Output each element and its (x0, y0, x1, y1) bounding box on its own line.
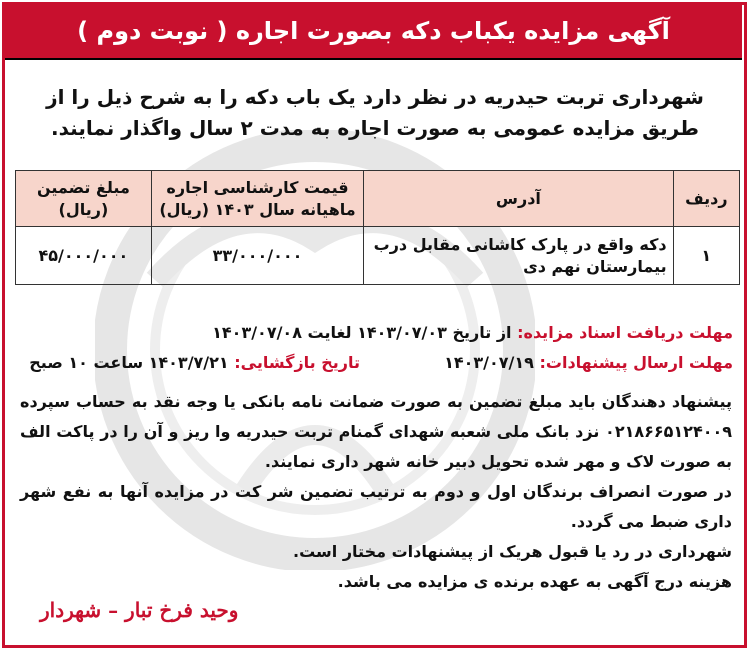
header-deposit: مبلغ تضمین (ریال) (16, 171, 152, 227)
header-row-no: ردیف (673, 171, 739, 227)
cell-address: دکه واقع در پارک کاشانی مقابل درب بیمارستان نهم دی (364, 227, 673, 285)
cell-price: ۳۳/۰۰۰/۰۰۰ (151, 227, 363, 285)
condition-paragraph: در صورت انصراف برندگان اول و دوم به ترتیب تضمین شر کت در مزایده آنها به نفع شهر داری ضبط می گردد. (20, 482, 732, 531)
mayor-signature: وحید فرخ تبار – شهردار (40, 598, 239, 622)
table-header-row (16, 171, 740, 227)
opening-date-label: تاریخ بازگشایی: (234, 353, 360, 372)
auction-table (15, 170, 740, 285)
docs-deadline (212, 321, 733, 345)
cell-deposit: ۴۵/۰۰۰/۰۰۰ (16, 227, 152, 285)
condition-paragraph: هزینه درج آگهی به عهده برنده ی مزایده می باشد. (337, 572, 732, 591)
table-row (16, 227, 740, 285)
opening-date (29, 351, 360, 375)
header-address: آدرس (364, 171, 673, 227)
submit-deadline (444, 351, 733, 375)
docs-deadline-label: مهلت دریافت اسناد مزایده: (517, 323, 733, 342)
intro-text: شهرداری تربت حیدریه در نظر دارد یک باب دکه را به شرح ذیل را از طریق مزایده عمومی به صورت اجاره به مدت ۲ سال واگذار نمایند. (46, 85, 704, 140)
docs-deadline-value: از تاریخ ۱۴۰۳/۰۷/۰۳ لغایت ۱۴۰۳/۰۷/۰۸ (212, 323, 512, 342)
condition-paragraph: پیشنهاد دهندگان باید مبلغ تضمین به صورت ضمانت نامه بانکی یا وجه نقد به حساب سپرده ۰۲۱۸۶۶۵۱۲۴۰۰۹ نزد بانک ملی شعبه شهدای گمنام تربت حیدریه وا ریز و آن را در پاکت الف به صورت لاک و مهر شده تحویل دبیر خانه شهر داری نمایند. (20, 392, 732, 471)
notice-title: آگهی مزایده یکباب دکه بصورت اجاره ( نوبت دوم ) (77, 17, 670, 45)
title-bar (5, 5, 742, 60)
opening-date-value: ۱۴۰۳/۷/۲۱ ساعت ۱۰ صبح (29, 353, 229, 372)
submit-deadline-value: ۱۴۰۳/۰۷/۱۹ (444, 353, 534, 372)
conditions-text (20, 387, 732, 597)
condition-paragraph: شهرداری در رد یا قبول هریک از پیشنهادات مختار است. (293, 542, 732, 561)
submit-deadline-label: مهلت ارسال پیشنهادات: (539, 353, 733, 372)
cell-row-no: ۱ (673, 227, 739, 285)
header-price: قیمت کارشناسی اجاره ماهیانه سال ۱۴۰۳ (ریال) (151, 171, 363, 227)
